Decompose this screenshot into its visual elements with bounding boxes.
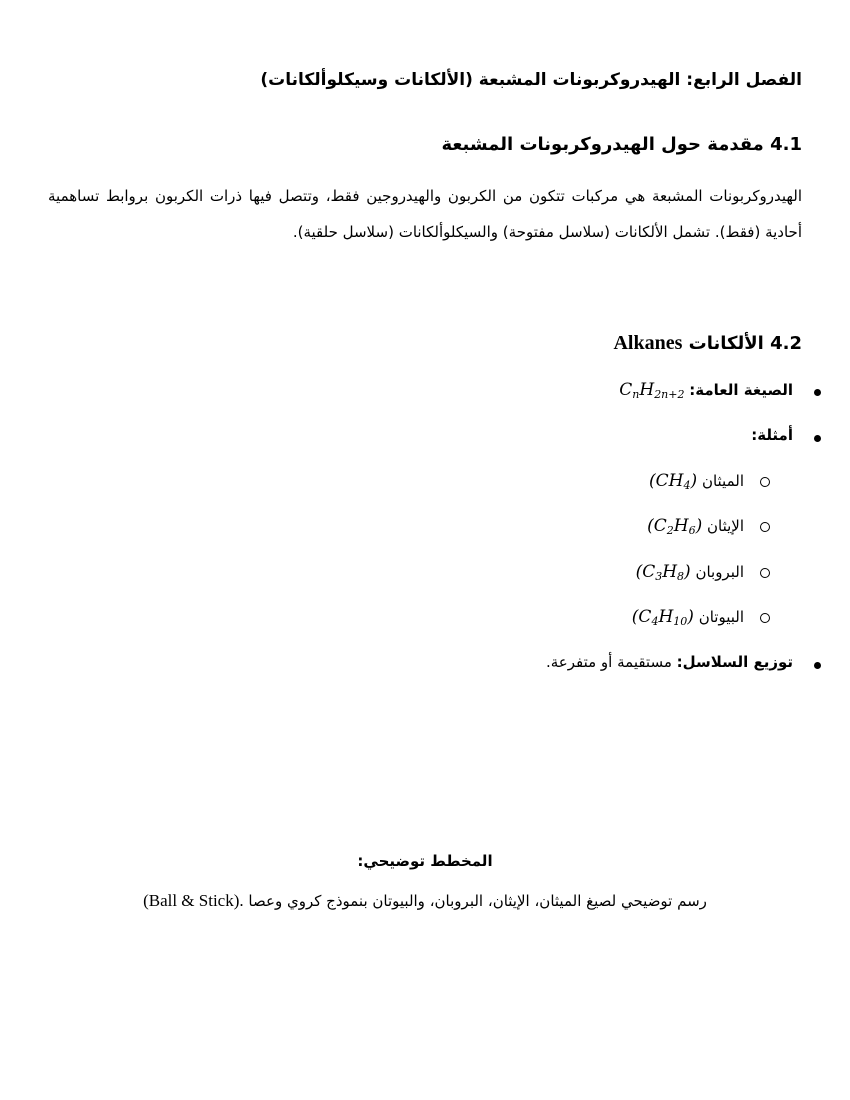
bullet-dot-icon bbox=[814, 389, 821, 396]
examples-item bbox=[751, 426, 793, 444]
hollow-circle-bullet-icon bbox=[760, 522, 770, 532]
general-formula: $C_nH_{2n+2}$ bbox=[619, 380, 685, 401]
diagram-description-en: (Ball & Stick). bbox=[143, 891, 244, 910]
diagram-description bbox=[0, 891, 850, 911]
general-formula-item bbox=[619, 380, 793, 401]
section-4-1-heading: 4.1 مقدمة حول الهيدروكربونات المشبعة bbox=[441, 134, 802, 155]
example-formula: $(C_4H_{10})$ bbox=[631, 607, 694, 628]
hollow-circle-bullet-icon bbox=[760, 477, 770, 487]
example-name: البيوتان bbox=[698, 608, 744, 626]
example-formula: $(CH_4)$ bbox=[649, 471, 698, 492]
chapter-title: الفصل الرابع: الهيدروكربونات المشبعة (الألكانات وسيكلوألكانات) bbox=[260, 70, 802, 90]
chains-item bbox=[546, 653, 793, 671]
section-4-2-heading-ar: 4.2 الألكانات bbox=[688, 333, 802, 354]
example-name: الميثان bbox=[701, 472, 744, 490]
hollow-circle-bullet-icon bbox=[760, 613, 770, 623]
section-4-2-heading-en: Alkanes bbox=[613, 332, 683, 354]
example-ethane bbox=[647, 516, 744, 537]
diagram-title: المخطط توضيحي: bbox=[357, 852, 493, 870]
example-propane bbox=[636, 562, 744, 583]
example-methane bbox=[649, 471, 744, 492]
general-formula-label: الصيغة العامة: bbox=[689, 381, 793, 399]
examples-label: أمثلة: bbox=[751, 426, 793, 444]
chains-value: مستقيمة أو متفرعة. bbox=[545, 653, 672, 671]
diagram-description-ar: رسم توضيحي لصيغ الميثان، الإيثان، البروبان، والبيوتان بنموذج كروي وعصا bbox=[248, 892, 707, 910]
example-formula: $(C_2H_6)$ bbox=[647, 516, 703, 537]
example-butane bbox=[632, 607, 744, 628]
hollow-circle-bullet-icon bbox=[760, 568, 770, 578]
section-4-1-paragraph: الهيدروكربونات المشبعة هي مركبات تتكون من الكربون والهيدروجين فقط، وتتصل فيها ذرات الكربون بروابط تساهمية أحادية (فقط). تشمل الألكانات (سلاسل مفتوحة) والسيكلوألكانات (سلاسل حلقية). bbox=[48, 187, 802, 241]
bullet-dot-icon bbox=[814, 435, 821, 442]
section-4-2-heading bbox=[613, 332, 802, 355]
chains-label: توزيع السلاسل: bbox=[676, 653, 793, 671]
bullet-dot-icon bbox=[814, 662, 821, 669]
example-name: الإيثان bbox=[706, 517, 744, 535]
example-formula: $(C_3H_8)$ bbox=[635, 562, 691, 583]
example-name: البروبان bbox=[695, 563, 744, 581]
